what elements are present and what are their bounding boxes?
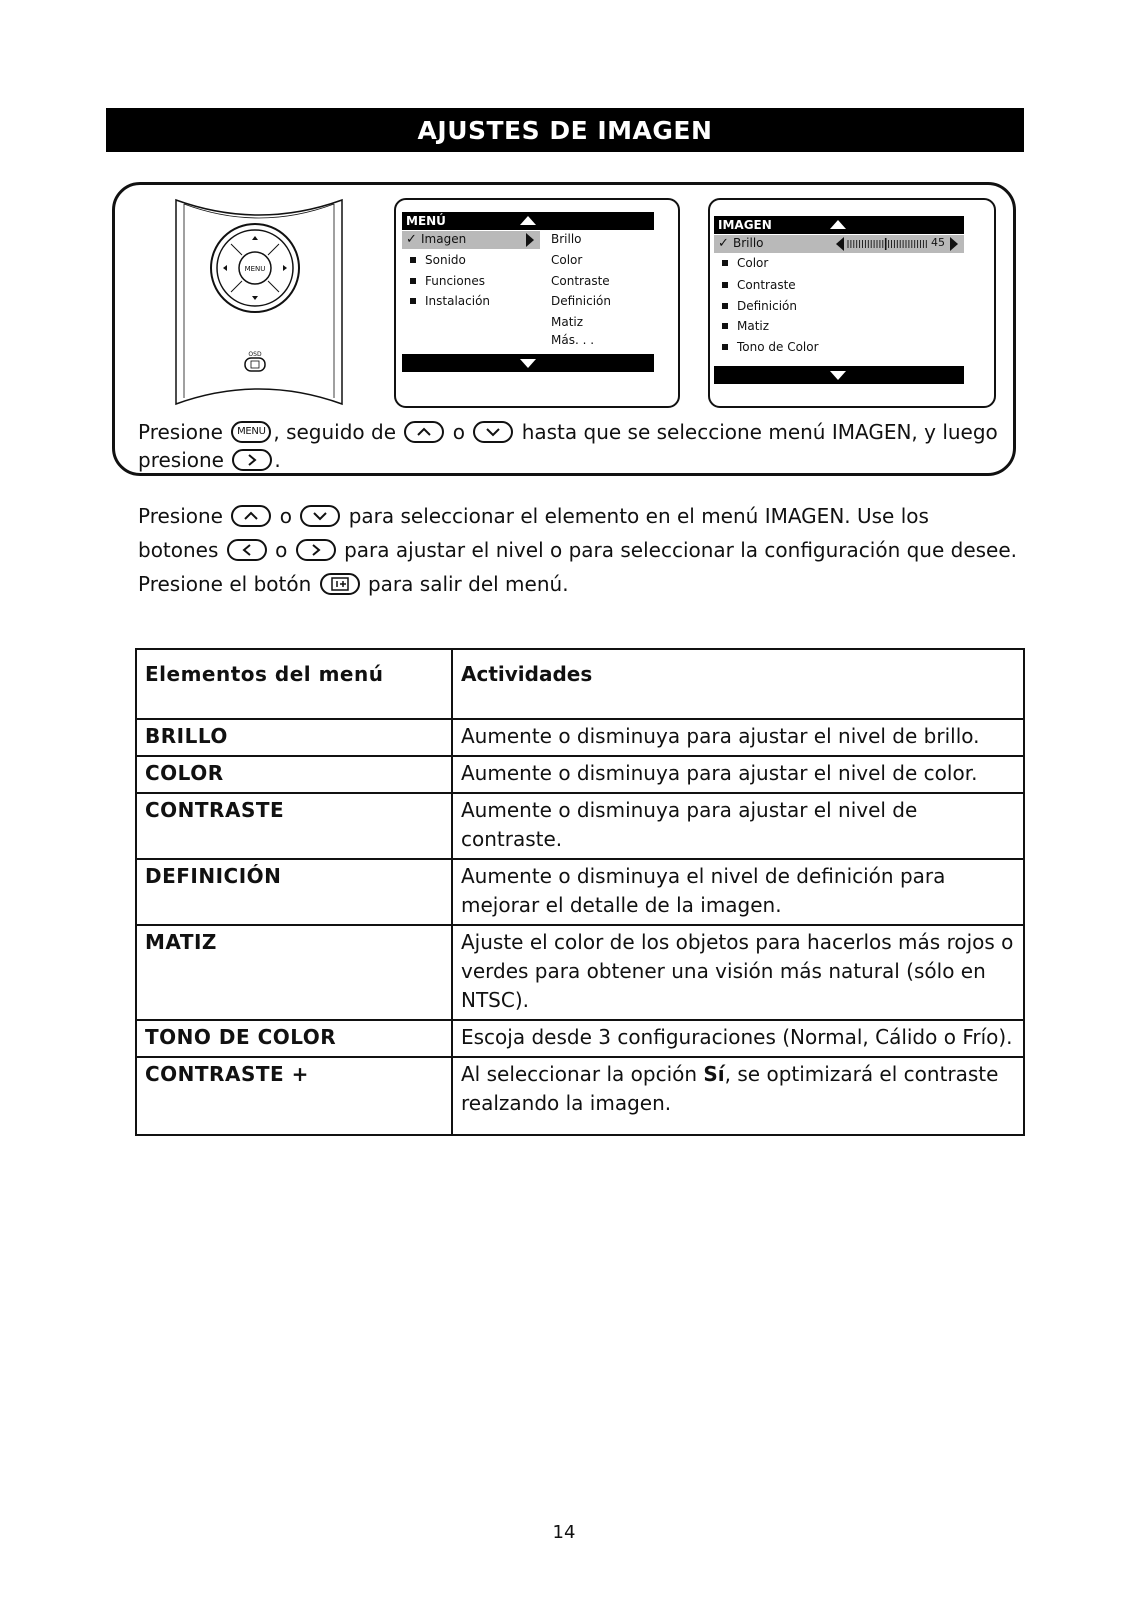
table-row <box>136 1057 1024 1135</box>
osd-imagen-item: Definición <box>722 299 797 313</box>
remote-osd-label: OSD <box>248 351 262 358</box>
osd-submenu-item: Matiz <box>551 315 584 329</box>
osd-button-icon <box>320 573 360 595</box>
remote-menu-label: MENU <box>244 265 266 273</box>
table-cell-item: CONTRASTE + <box>136 1057 452 1135</box>
table-row <box>136 719 1024 756</box>
remote-control-illustration <box>174 198 344 408</box>
osd-imagen-item: Matiz <box>722 319 769 333</box>
osd-menu-item-instalacion: Instalación <box>410 294 490 308</box>
right-arrow-icon <box>950 237 958 251</box>
osd-menu-item-imagen: ✓ Imagen <box>406 232 467 247</box>
osd-submenu-item: Color <box>551 253 583 267</box>
brillo-level-bar <box>846 238 930 250</box>
down-button-icon <box>473 421 513 443</box>
osd-menu-title: MENÚ <box>406 214 446 228</box>
table-cell-item: DEFINICIÓN <box>136 859 452 925</box>
table-cell-item: MATIZ <box>136 925 452 1020</box>
table-row <box>136 756 1024 793</box>
right-button-icon <box>296 539 336 561</box>
table-row <box>136 925 1024 1020</box>
osd-submenu-item: Más. . . <box>551 333 595 347</box>
osd-submenu-item: Brillo <box>551 232 582 246</box>
menu-items-table <box>135 648 1025 1136</box>
osd-imagen-item-brillo: ✓ Brillo <box>718 236 764 251</box>
table-cell-activity: Al seleccionar la opción Sí, se optimizará el contraste realzando la imagen. <box>452 1057 1024 1135</box>
down-arrow-icon <box>830 371 846 380</box>
panel-instruction-line1: Presione MENU , seguido de o hasta que se seleccione menú IMAGEN, y luego <box>138 420 998 444</box>
osd-main-menu <box>394 198 680 408</box>
table-header-items: Elementos del menú <box>136 649 452 719</box>
table-row <box>136 1020 1024 1057</box>
osd-imagen-title: IMAGEN <box>718 218 772 232</box>
menu-button-icon: MENU <box>231 421 271 443</box>
table-cell-item: TONO DE COLOR <box>136 1020 452 1057</box>
osd-submenu-item: Definición <box>551 294 611 308</box>
table-cell-item: BRILLO <box>136 719 452 756</box>
right-button-icon <box>232 449 272 471</box>
table-cell-activity: Aumente o disminuya para ajustar el nivel de contraste. <box>452 793 1024 859</box>
table-row <box>136 793 1024 859</box>
osd-imagen-item: Color <box>722 256 768 270</box>
check-icon: ✓ <box>406 232 417 247</box>
table-cell-activity: Escoja desde 3 configuraciones (Normal, Cálido o Frío). <box>452 1020 1024 1057</box>
down-arrow-icon <box>520 359 536 368</box>
table-header-activities: Actividades <box>452 649 1024 719</box>
body-line1: Presione o para seleccionar el elemento en el menú IMAGEN. Use los <box>138 504 929 528</box>
table-cell-item: COLOR <box>136 756 452 793</box>
up-arrow-icon <box>830 220 846 229</box>
check-icon: ✓ <box>718 236 729 251</box>
table-cell-activity: Aumente o disminuya para ajustar el nivel de color. <box>452 756 1024 793</box>
osd-imagen-item: Tono de Color <box>722 340 819 354</box>
up-button-icon <box>404 421 444 443</box>
osd-menu-item-sonido: Sonido <box>410 253 466 267</box>
down-button-icon <box>300 505 340 527</box>
table-row <box>136 859 1024 925</box>
panel-instruction-line2: presione . <box>138 448 281 472</box>
page-number: 14 <box>552 1522 576 1543</box>
left-arrow-icon <box>836 237 844 251</box>
osd-imagen-menu <box>708 198 996 408</box>
body-line2: botones o para ajustar el nivel o para seleccionar la configuración que desee. <box>138 538 1018 562</box>
up-arrow-icon <box>520 216 536 225</box>
table-cell-activity: Aumente o disminuya para ajustar el nivel de brillo. <box>452 719 1024 756</box>
right-arrow-icon <box>526 233 534 247</box>
table-cell-activity: Aumente o disminuya el nivel de definición para mejorar el detalle de la imagen. <box>452 859 1024 925</box>
osd-imagen-item: Contraste <box>722 278 796 292</box>
table-cell-item: CONTRASTE <box>136 793 452 859</box>
brillo-value: 45 <box>931 236 945 249</box>
left-button-icon <box>227 539 267 561</box>
section-title: AJUSTES DE IMAGEN <box>106 108 1024 152</box>
up-button-icon <box>231 505 271 527</box>
table-cell-activity: Ajuste el color de los objetos para hacerlos más rojos o verdes para obtener una visión más natural (sólo en NTSC). <box>452 925 1024 1020</box>
table-header-row <box>136 649 1024 719</box>
osd-submenu-item: Contraste <box>551 274 610 288</box>
osd-menu-item-funciones: Funciones <box>410 274 485 288</box>
body-line3: Presione el botón para salir del menú. <box>138 572 569 596</box>
